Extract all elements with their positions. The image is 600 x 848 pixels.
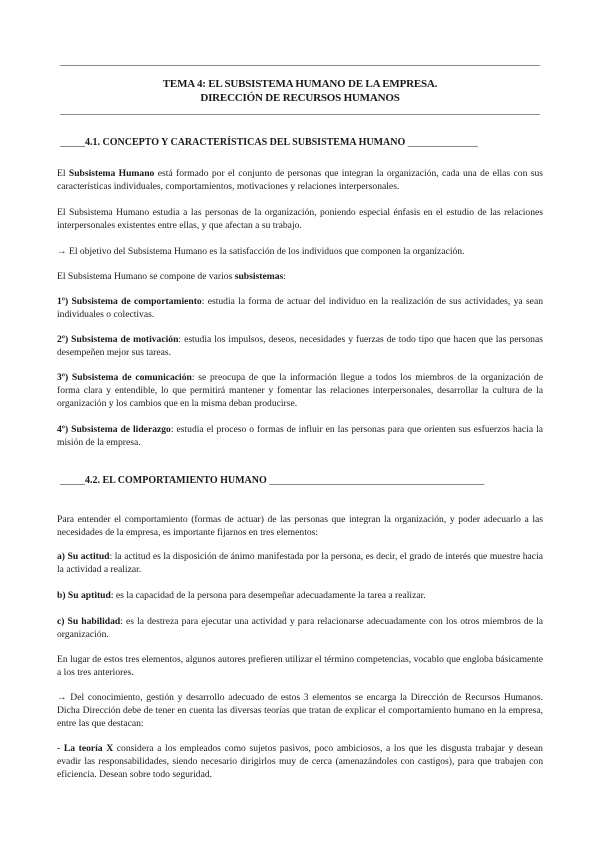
title-line-1: TEMA 4: EL SUBSISTEMA HUMANO DE LA EMPRESA. [162, 78, 438, 90]
paragraph-subsystems-intro: El Subsistema Humano se compone de varios subsistemas: [57, 271, 286, 282]
list-item-motivacion: 2º) Subsistema de motivación: estudia los impulsos, deseos, necesidades y fuerzas de todo tipo que hacen que las personas desempeñen mejor sus tareas. [57, 334, 543, 358]
paragraph-study: El Subsistema Humano estudia a las personas de la organización, poniendo especial énfasis en el estudio de las relaciones interpersonales existentes entre ellas, y que afectan a su trabajo. [57, 207, 543, 231]
term-subsistema-humano: Subsistema Humano [68, 168, 155, 179]
term-subsistemas: subsistemas [234, 271, 284, 282]
section-heading-4-2-text: 4.2. EL COMPORTAMIENTO HUMANO [85, 475, 267, 486]
list-item-comunicacion: 3º) Subsistema de comunicación: se preocupa de que la información llegue a todos los miembros de la organización de forma clara y entendible, lo que permitirá mantener y fomentar las relaciones interpersonales, desarrollar la cultura de la organización y los cambios que en la misma deban producirse. [57, 372, 543, 409]
list-item-liderazgo: 4º) Subsistema de liderazgo: estudia el proceso o formas de influir en las personas para que orienten sus esfuerzos hacia la misión de la empresa. [57, 424, 543, 448]
top-rule [60, 65, 540, 66]
list-item-actitud: a) Su actitud: la actitud es la disposición de ánimo manifestada por la persona, es decir, el grado de interés que muestre hacia la actividad a realizar. [57, 551, 543, 575]
section-heading-4-1-text: 4.1. CONCEPTO Y CARACTERÍSTICAS DEL SUBSISTEMA HUMANO [85, 137, 406, 148]
paragraph-competencias: En lugar de estos tres elementos, algunos autores prefieren utilizar el término competencias, vocablo que engloba básicamente a los tres anteriores. [57, 654, 543, 678]
list-item-aptitud: b) Su aptitud: es la capacidad de la persona para desempeñar adecuadamente la tarea a realizar. [57, 590, 426, 601]
section-heading-4-2: _____4.2. EL COMPORTAMIENTO HUMANO ___________________________________________ [60, 475, 485, 486]
title-line-2: DIRECCIÓN DE RECURSOS HUMANOS [200, 92, 400, 104]
list-item-habilidad: c) Su habilidad: es la destreza para ejecutar una actividad y para relacionarse adecuadamente con los otros miembros de la organización. [57, 616, 543, 640]
paragraph-objective: → El objetivo del Subsistema Humano es la satisfacción de los individuos que componen la organización. [57, 246, 465, 257]
paragraph-hr-direction: → Del conocimiento, gestión y desarrollo adecuado de estos 3 elementos se encarga la Dirección de Recursos Humanos. Dicha Dirección debe de tener en cuenta las diversas teorías que tratan de explicar el comportamiento humano en la empresa, entre las que destacan: [57, 692, 543, 729]
section-heading-4-1: _____4.1. CONCEPTO Y CARACTERÍSTICAS DEL SUBSISTEMA HUMANO ______________ [60, 137, 478, 148]
title-bottom-rule [60, 114, 540, 115]
title-block [60, 77, 540, 105]
paragraph-definition: El Subsistema Humano está formado por el conjunto de personas que integran la organización, cada una de ellas con sus características individuales, comportamientos, motivaciones y relaciones interpersonales. [57, 168, 543, 192]
paragraph-behaviour-intro: Para entender el comportamiento (formas de actuar) de las personas que integran la organización, y poder adecuarlo a las necesidades de la empresa, es importante fijarnos en tres elementos: [57, 514, 543, 538]
list-item-teoria-x: - La teoría X considera a los empleados como sujetos pasivos, poco ambiciosos, a los que les disgusta trabajar y desean evadir las responsabilidades, siendo necesario dirigirlos muy de cerca (amenazándoles con castigos), para que trabajen con eficiencia. Desean sobre todo seguridad. [57, 743, 543, 780]
list-item-comportamiento: 1º) Subsistema de comportamiento: estudia la forma de actuar del individuo en la realización de sus actividades, ya sean individuales o colectivas. [57, 296, 543, 320]
